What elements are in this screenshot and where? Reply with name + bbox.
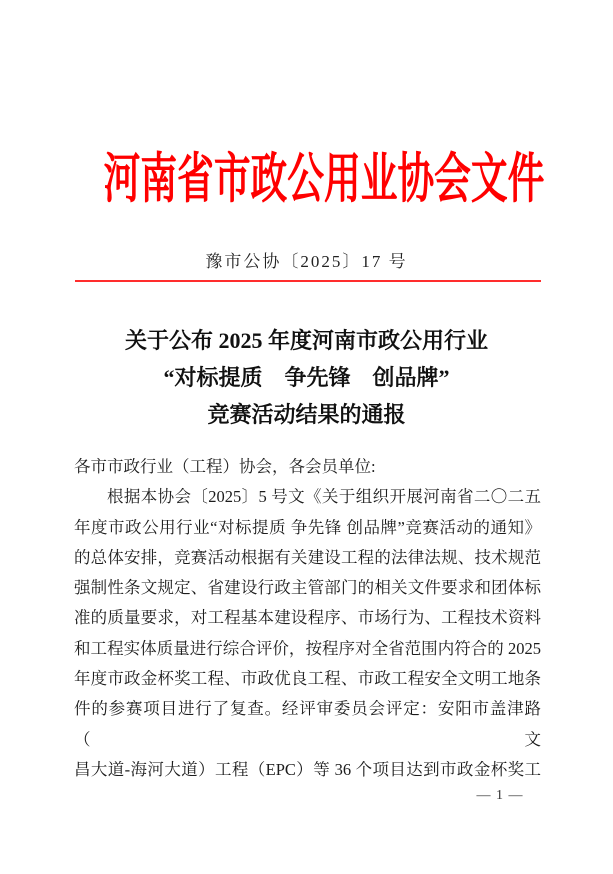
red-divider: [75, 280, 541, 282]
letterhead-title: 河南省市政公用业协会文件: [103, 149, 545, 209]
letterhead: [0, 146, 613, 214]
document-title-line-1: 关于公布 2025 年度河南市政公用行业: [124, 328, 488, 353]
body-line: 强制性条文规定、省建设行政主管部门的相关文件要求和团体标: [74, 578, 541, 598]
salutation-line: 各市市政行业（工程）协会，各会员单位:: [74, 457, 376, 476]
document-title-line-2: “对标提质 争先锋 创品牌”: [163, 365, 450, 390]
body-line: 年度市政金杯奖工程、市政优良工程、市政工程安全文明工地条: [74, 669, 541, 689]
document-body: [74, 452, 541, 785]
body-line: 和工程实体质量进行综合评价，按程序对全省范围内符合的 2025: [74, 638, 541, 658]
document-number: 豫市公协〔2025〕17 号: [205, 252, 408, 271]
document-title: [0, 322, 613, 433]
body-line: 昌大道-海河大道）工程（EPC）等 36 个项目达到市政金杯奖工: [74, 759, 541, 779]
body-line: 准的质量要求，对工程基本建设程序、市场行为、工程技术资料: [74, 608, 541, 628]
page-number: — 1 —: [476, 788, 524, 803]
body-line: 年度市政公用行业“对标提质 争先锋 创品牌”竞赛活动的通知》: [74, 517, 541, 537]
body-line: 件的参赛项目进行了复查。经评审委员会评定：安阳市盖津路（文: [74, 699, 541, 749]
body-line: 根据本协会〔2025〕5 号文《关于组织开展河南省二〇二五: [107, 487, 541, 507]
body-line: 的总体安排，竞赛活动根据有关建设工程的法律法规、技术规范: [74, 547, 541, 567]
document-title-line-3: 竞赛活动结果的通报: [207, 402, 406, 427]
